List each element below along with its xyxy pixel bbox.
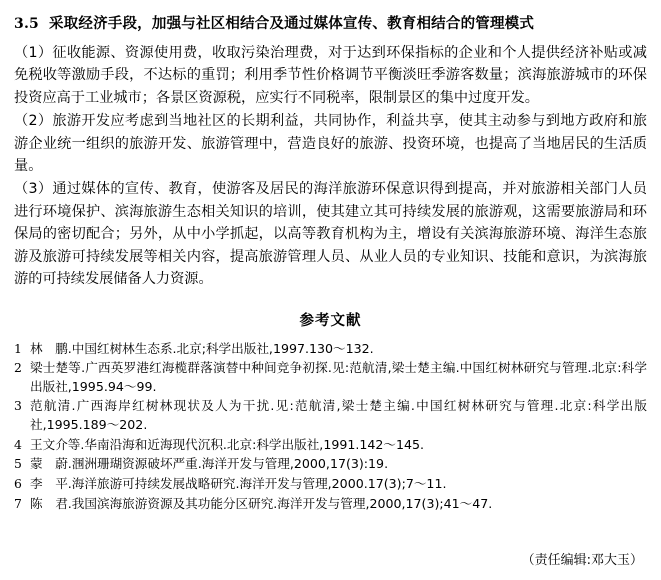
list-item: [14, 340, 647, 359]
section-title: 采取经济手段，加强与社区相结合及通过媒体宣传、教育相结合的管理模式: [48, 16, 535, 32]
list-item: [14, 436, 647, 455]
reference-number: 1: [14, 340, 22, 356]
reference-number: 7: [14, 495, 22, 511]
paragraph-1: （1）征收能源、资源使用费，收取污染治理费，对于达到环保指标的企业和个人提供经济补贴或减免税收等激励手段，不达标的重罚；利用季节性价格调节平衡淡旺季游客数量；滨海旅游城市的环保投资应高于工业城市；各景区资源税，应实行不同税率，限制景区的集中过度开发。: [14, 44, 647, 106]
list-item: [14, 455, 647, 474]
reference-text: 李 平.海洋旅游可持续发展战略研究.海洋开发与管理,2000.17(3);7～11.: [30, 475, 447, 491]
list-item: [14, 397, 647, 434]
reference-text: 梁士楚等.广西英罗港红海榄群落演替中种间竞争初探.见:范航清,梁士楚主编.中国红树林研究与管理.北京:科学出版社,1995.94～99.: [30, 360, 647, 394]
paragraph-3: （3）通过媒体的宣传、教育，使游客及居民的海洋旅游环保意识得到提高，并对旅游相关部门人员进行环境保护、滨海旅游生态相关知识的培训，使其建立其可持续发展的旅游观，这需要旅游局和环保局的密切配合；另外，从中小学抓起，以高等教育机构为主，增设有关滨海旅游环境、海洋生态旅游及旅游可持续发展等相关内容，提高旅游管理人员、从业人员的专业知识、技能和意识，为滨海旅游的可持续发展储备人力资源。: [14, 181, 647, 288]
references-heading: 参考文献: [299, 312, 362, 329]
section-number: 3.5: [14, 16, 39, 32]
reference-number: 5: [14, 456, 22, 472]
editor-note: （责任编辑:邓大玉）: [521, 553, 643, 568]
reference-text: 范航清.广西海岸红树林现状及人为干扰.见:范航清,梁士楚主编.中国红树林研究与管理.北京:科学出版社,1995.189～202.: [30, 398, 647, 433]
reference-number: 6: [14, 475, 22, 491]
list-item: [14, 495, 647, 514]
reference-number: 3: [14, 398, 22, 414]
section-heading: [14, 14, 647, 36]
reference-number: 2: [14, 360, 22, 376]
reference-text: 陈 君.我国滨海旅游资源及其功能分区研究.海洋开发与管理,2000,17(3);41～47.: [30, 495, 493, 511]
list-item: [14, 475, 647, 494]
reference-text: 蒙 蔚.涠洲珊瑚资源破坏严重.海洋开发与管理,2000,17(3):19.: [30, 456, 389, 472]
list-item: [14, 359, 647, 396]
reference-number: 4: [14, 436, 22, 452]
reference-text: 王文介等.华南沿海和近海现代沉积.北京:科学出版社,1991.142～145.: [30, 436, 425, 452]
reference-text: 林 鹏.中国红树林生态系.北京;科学出版社,1997.130～132.: [30, 340, 374, 356]
paragraph-2: （2）旅游开发应考虑到当地社区的长期利益，共同协作，利益共享，使其主动参与到地方政府和旅游企业统一组织的旅游开发、旅游管理中，营造良好的旅游、投资环境，也提高了当地居民的生活质量。: [14, 113, 647, 174]
references-list: [14, 340, 647, 514]
